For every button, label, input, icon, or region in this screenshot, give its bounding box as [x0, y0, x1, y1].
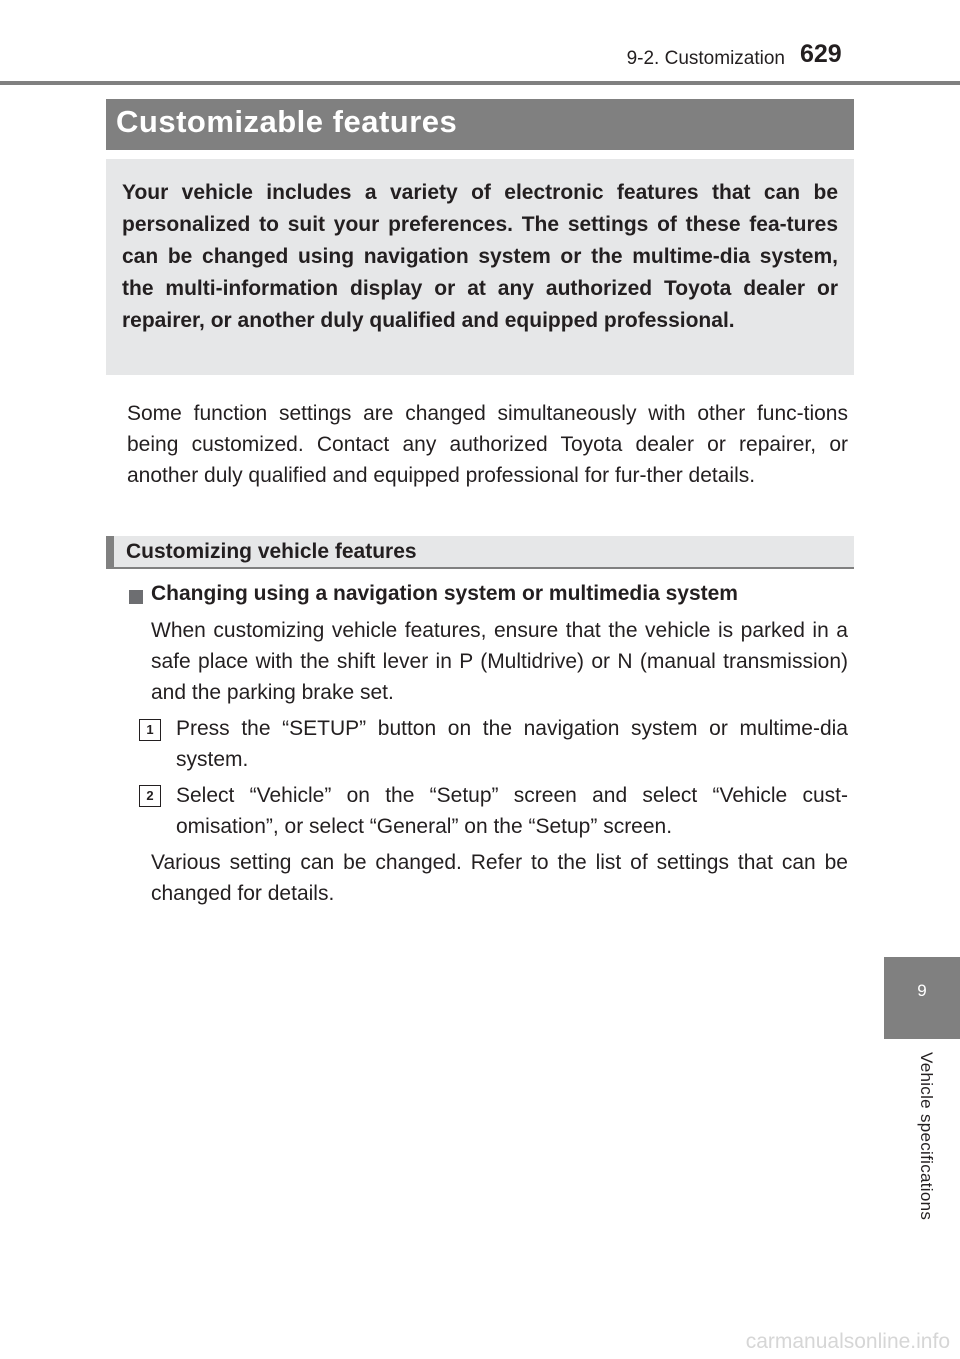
intro-text: Your vehicle includes a variety of electronic features that can be personalized to suit your preferences. The settings of these fea-tures can be changed using navigation system or the multime-dia system, the multi-information display or at any authorized Toyota dealer or repairer, or another duly qualified and equipped professional.: [122, 181, 838, 332]
intro-box: [106, 159, 854, 375]
chapter-label: Vehicle specifications: [917, 1052, 936, 1221]
square-bullet-icon: [129, 590, 143, 604]
chapter-tab: [884, 957, 960, 1039]
step-number-badge: 1: [139, 719, 161, 741]
page-number: 629: [800, 40, 842, 68]
watermark: carmanualsonline.info: [745, 1330, 950, 1353]
subsection-heading-bar: [106, 536, 854, 569]
page-title-bar: [106, 99, 854, 150]
section-header: 9-2. Customization: [626, 48, 785, 69]
step-number-badge: 2: [139, 785, 161, 807]
body-paragraph: Some function settings are changed simultaneously with other func-tions being customized. Contact any authorized Toyota dealer or repairer, or another duly qualified and equipped professional for fur-ther details.: [127, 402, 848, 487]
chapter-number: 9: [917, 981, 927, 1000]
step-text: Select “Vehicle” on the “Setup” screen and select “Vehicle cust-omisation”, or select “General” on the “Setup” screen.: [176, 784, 848, 838]
page-title: Customizable features: [116, 104, 458, 139]
final-paragraph: Various setting can be changed. Refer to the list of settings that can be changed for details.: [151, 851, 848, 905]
header-divider: [0, 81, 960, 85]
item-heading: Changing using a navigation system or multimedia system: [151, 582, 738, 605]
step-text: Press the “SETUP” button on the navigation system or multime-dia system.: [176, 717, 848, 771]
item-paragraph: When customizing vehicle features, ensure that the vehicle is parked in a safe place with the shift lever in P (Multidrive) or N (manual transmission) and the parking brake set.: [151, 619, 848, 704]
subsection-title: Customizing vehicle features: [126, 540, 417, 563]
